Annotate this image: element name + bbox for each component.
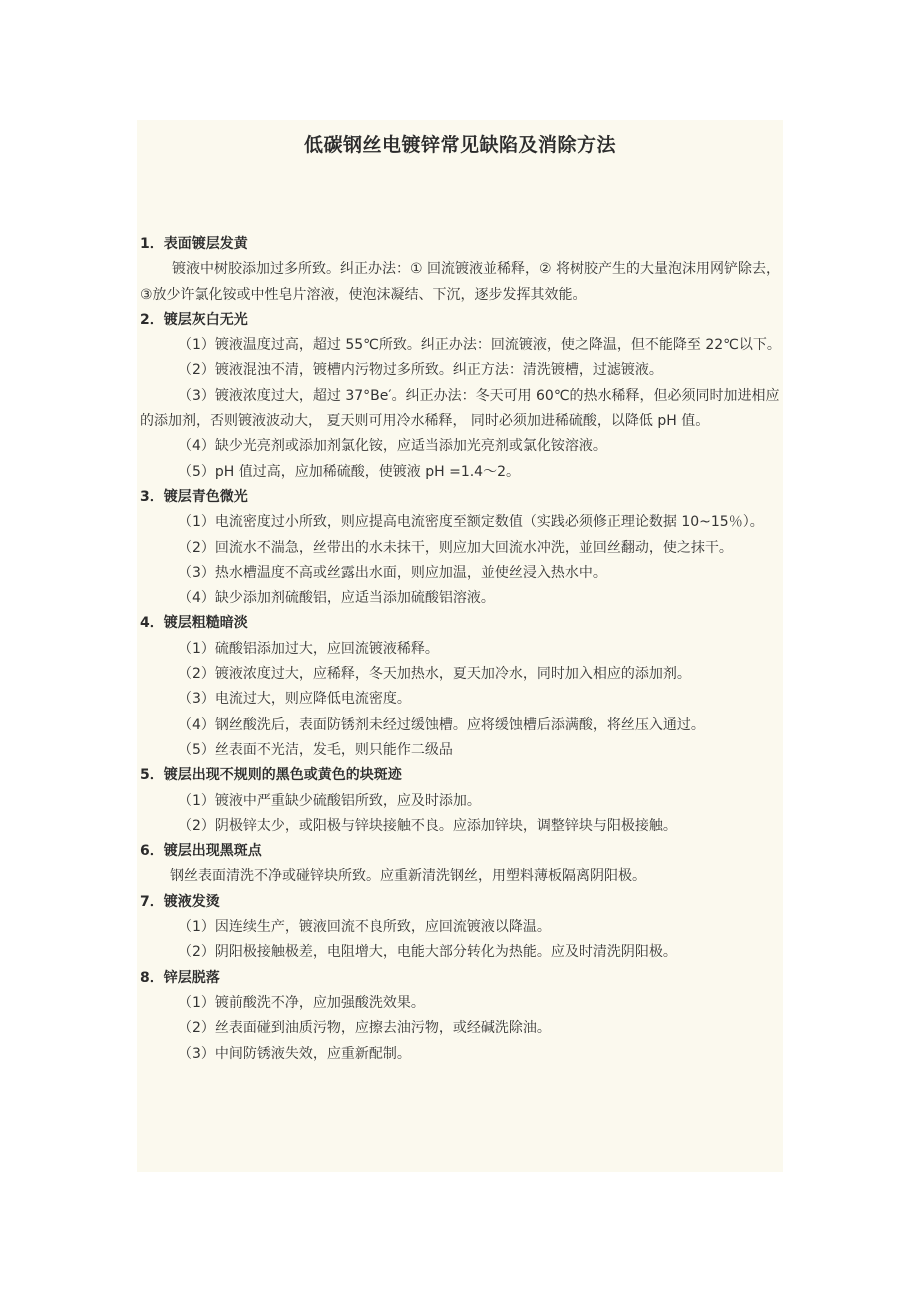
body-paragraph: （1）镀前酸洗不净，应加强酸洗效果。: [178, 994, 425, 1011]
body-paragraph: （5）丝表面不光洁，发毛，则只能作二级品: [178, 741, 453, 758]
document-body: [140, 232, 790, 1067]
body-paragraph: （1）镀液中严重缺少硫酸铝所致，应及时添加。: [178, 792, 481, 809]
body-paragraph: （4）缺少光亮剂或添加剂氯化铵，应适当添加光亮剂或氯化铵溶液。: [178, 438, 607, 455]
body-paragraph: （2）回流水不湍急，丝带出的水未抹干，则应加大回流水冲洗，並回丝翻动，使之抹干。: [178, 539, 733, 556]
body-paragraph: （3）中间防锈液失效，应重新配制。: [178, 1045, 411, 1062]
section-heading: 6．镀层出现黑斑点: [140, 843, 262, 860]
section-heading: 5．镀层出现不规则的黑色或黄色的块斑迹: [140, 767, 402, 784]
body-paragraph: 钢丝表面清洗不净或碰锌块所致。应重新清洗钢丝，用塑料薄板隔离阴阳极。: [170, 868, 646, 885]
document-title: 低碳钢丝电镀锌常见缺陷及消除方法: [303, 134, 616, 156]
body-paragraph: （1）镀液温度过高，超过 55℃所致。纠正办法：回流镀液，使之降温，但不能降至 22℃以下。: [178, 337, 781, 354]
body-paragraph: （1）电流密度过小所致，则应提高电流密度至额定数值（实践必须修正理论数据 10~15％）。: [178, 514, 764, 531]
body-paragraph: （3）镀液浓度过大，超过 37°Be′。纠正办法：冬天可用 60℃的热水稀释，但必须同时加进相应的添加剂，否则镀液波动大， 夏天则可用冷水稀释， 同时必须加进稀硫酸，以降低 pH 值。: [140, 387, 780, 430]
section-heading: 4．镀层粗糙暗淡: [140, 615, 248, 632]
body-paragraph: （2）阴阳极接触极差，电阻增大，电能大部分转化为热能。应及时清洗阴阳极。: [178, 944, 677, 961]
body-paragraph: （3）热水槽温度不高或丝露出水面，则应加温，並使丝浸入热水中。: [178, 564, 607, 581]
body-paragraph: （2）阴极锌太少，或阳极与锌块接触不良。应添加锌块，调整锌块与阳极接触。: [178, 817, 677, 834]
body-paragraph: （3）电流过大，则应降低电流密度。: [178, 691, 411, 708]
body-paragraph: （5）pH 值过高，应加稀硫酸，使镀液 pH =1.4～2。: [178, 463, 520, 480]
body-paragraph: （2）镀液混浊不清，镀槽内污物过多所致。纠正方法：清洗镀槽，过滤镀液。: [178, 362, 663, 379]
section-heading: 2．镀层灰白无光: [140, 311, 248, 328]
body-paragraph: （1）因连续生产，镀液回流不良所致，应回流镀液以降温。: [178, 919, 551, 936]
section-heading: 7．镀液发烫: [140, 893, 220, 910]
section-heading: 1．表面镀层发黄: [140, 236, 248, 252]
body-paragraph: （4）缺少添加剂硫酸铝，应适当添加硫酸铝溶液。: [178, 590, 495, 607]
body-paragraph: （4）钢丝酸洗后，表面防锈剂未经过缓蚀槽。应将缓蚀槽后添满酸，将丝压入通过。: [178, 716, 705, 733]
section-heading: 3．镀层青色微光: [140, 488, 248, 505]
section-heading: 8．锌层脱落: [140, 969, 220, 986]
body-paragraph: 镀液中树胶添加过多所致。纠正办法：① 回流镀液並稀释，② 将树胶产生的大量泡沫用网铲除去，③放少许氯化铵或中性皂片溶液，使泡沫凝结、下沉，逐步发挥其效能。: [140, 261, 780, 303]
body-paragraph: （2）丝表面碰到油质污物，应擦去油污物，或经碱洗除油。: [178, 1020, 551, 1037]
body-paragraph: （1）硫酸铝添加过大，应回流镀液稀释。: [178, 640, 439, 657]
body-paragraph: （2）镀液浓度过大，应稀释，冬天加热水，夏天加冷水，同时加入相应的添加剂。: [178, 666, 691, 683]
